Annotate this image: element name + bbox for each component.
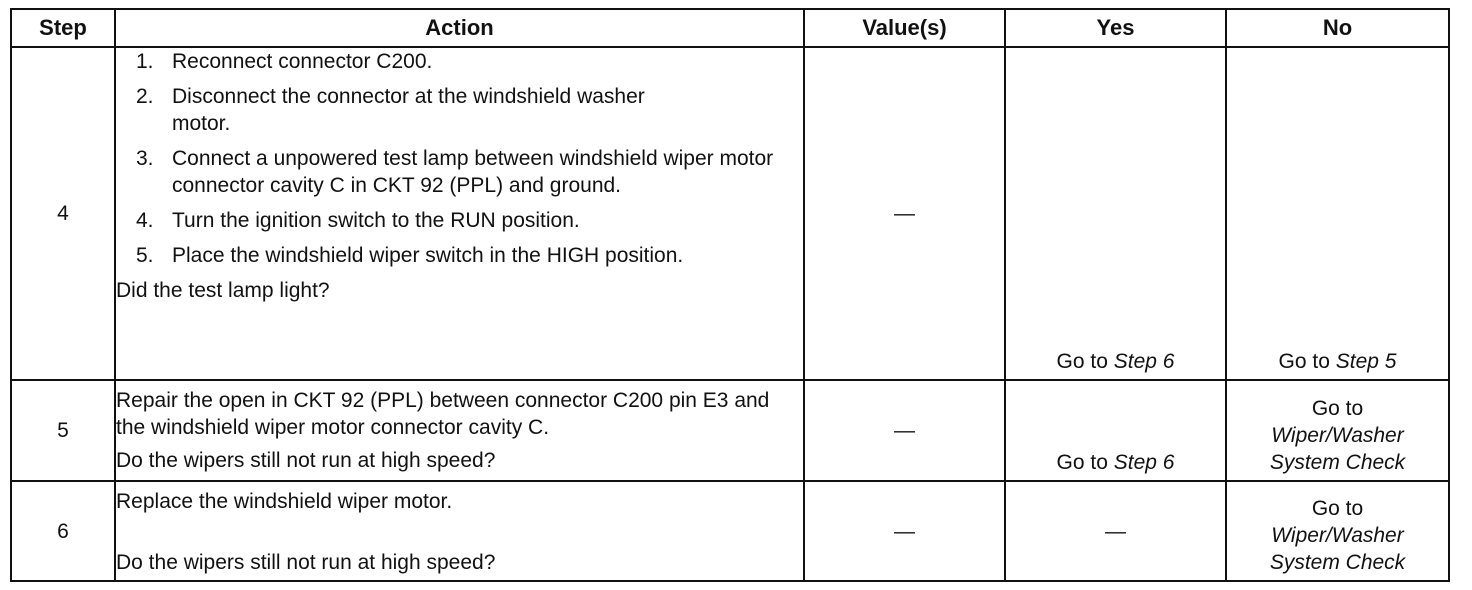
table-row	[11, 380, 1449, 481]
no-cell: Go to Wiper/Washer System Check	[1226, 481, 1449, 581]
question-text: Do the wipers still not run at high speed?	[116, 449, 496, 472]
step-number: 4	[11, 47, 115, 380]
action-steps	[116, 48, 803, 269]
action-cell	[115, 47, 804, 380]
yes-cell: —	[1005, 481, 1226, 581]
header-step: Step	[11, 9, 115, 47]
list-item: 1. Reconnect connector C200.	[136, 50, 433, 73]
header-action: Action	[115, 9, 804, 47]
step-link: Step 6	[1113, 451, 1175, 474]
no-cell: Go to Step 5	[1226, 47, 1449, 380]
step-link: Step 6	[1113, 350, 1175, 373]
table-row	[11, 481, 1449, 581]
action-cell	[115, 380, 804, 481]
table-row	[11, 47, 1449, 380]
header-row	[11, 9, 1449, 47]
yes-cell: Go to Step 6	[1005, 380, 1226, 481]
action-cell	[115, 481, 804, 581]
diagnostic-table	[10, 8, 1450, 582]
action-text: Repair the open in CKT 92 (PPL) between connector C200 pin E3 and the windshield wiper motor connector cavity C.	[116, 389, 770, 439]
system-check-link: Wiper/Washer System Check	[1269, 424, 1406, 474]
header-no: No	[1226, 9, 1449, 47]
header-values: Value(s)	[804, 9, 1005, 47]
list-item: 5. Place the windshield wiper switch in the HIGH position.	[136, 244, 684, 267]
yes-cell: Go to Step 6	[1005, 47, 1226, 380]
value-cell: —	[804, 481, 1005, 581]
action-text: Replace the windshield wiper motor.	[116, 490, 453, 513]
value-cell: —	[804, 47, 1005, 380]
question-text: Did the test lamp light?	[116, 279, 330, 302]
step-number: 6	[11, 481, 115, 581]
question-text: Do the wipers still not run at high speed?	[116, 551, 496, 574]
step-number: 5	[11, 380, 115, 481]
system-check-link: Wiper/Washer System Check	[1269, 524, 1406, 574]
value-cell: —	[804, 380, 1005, 481]
list-item: 2. Disconnect the connector at the windshield washer motor.	[136, 85, 645, 135]
list-item: 4. Turn the ignition switch to the RUN position.	[136, 209, 580, 232]
no-cell: Go to Wiper/Washer System Check	[1226, 380, 1449, 481]
header-yes: Yes	[1005, 9, 1226, 47]
list-item: 3. Connect a unpowered test lamp between windshield wiper motor connector cavity C in CKT 92 (PPL) and ground.	[136, 147, 774, 197]
step-link: Step 5	[1335, 350, 1397, 373]
